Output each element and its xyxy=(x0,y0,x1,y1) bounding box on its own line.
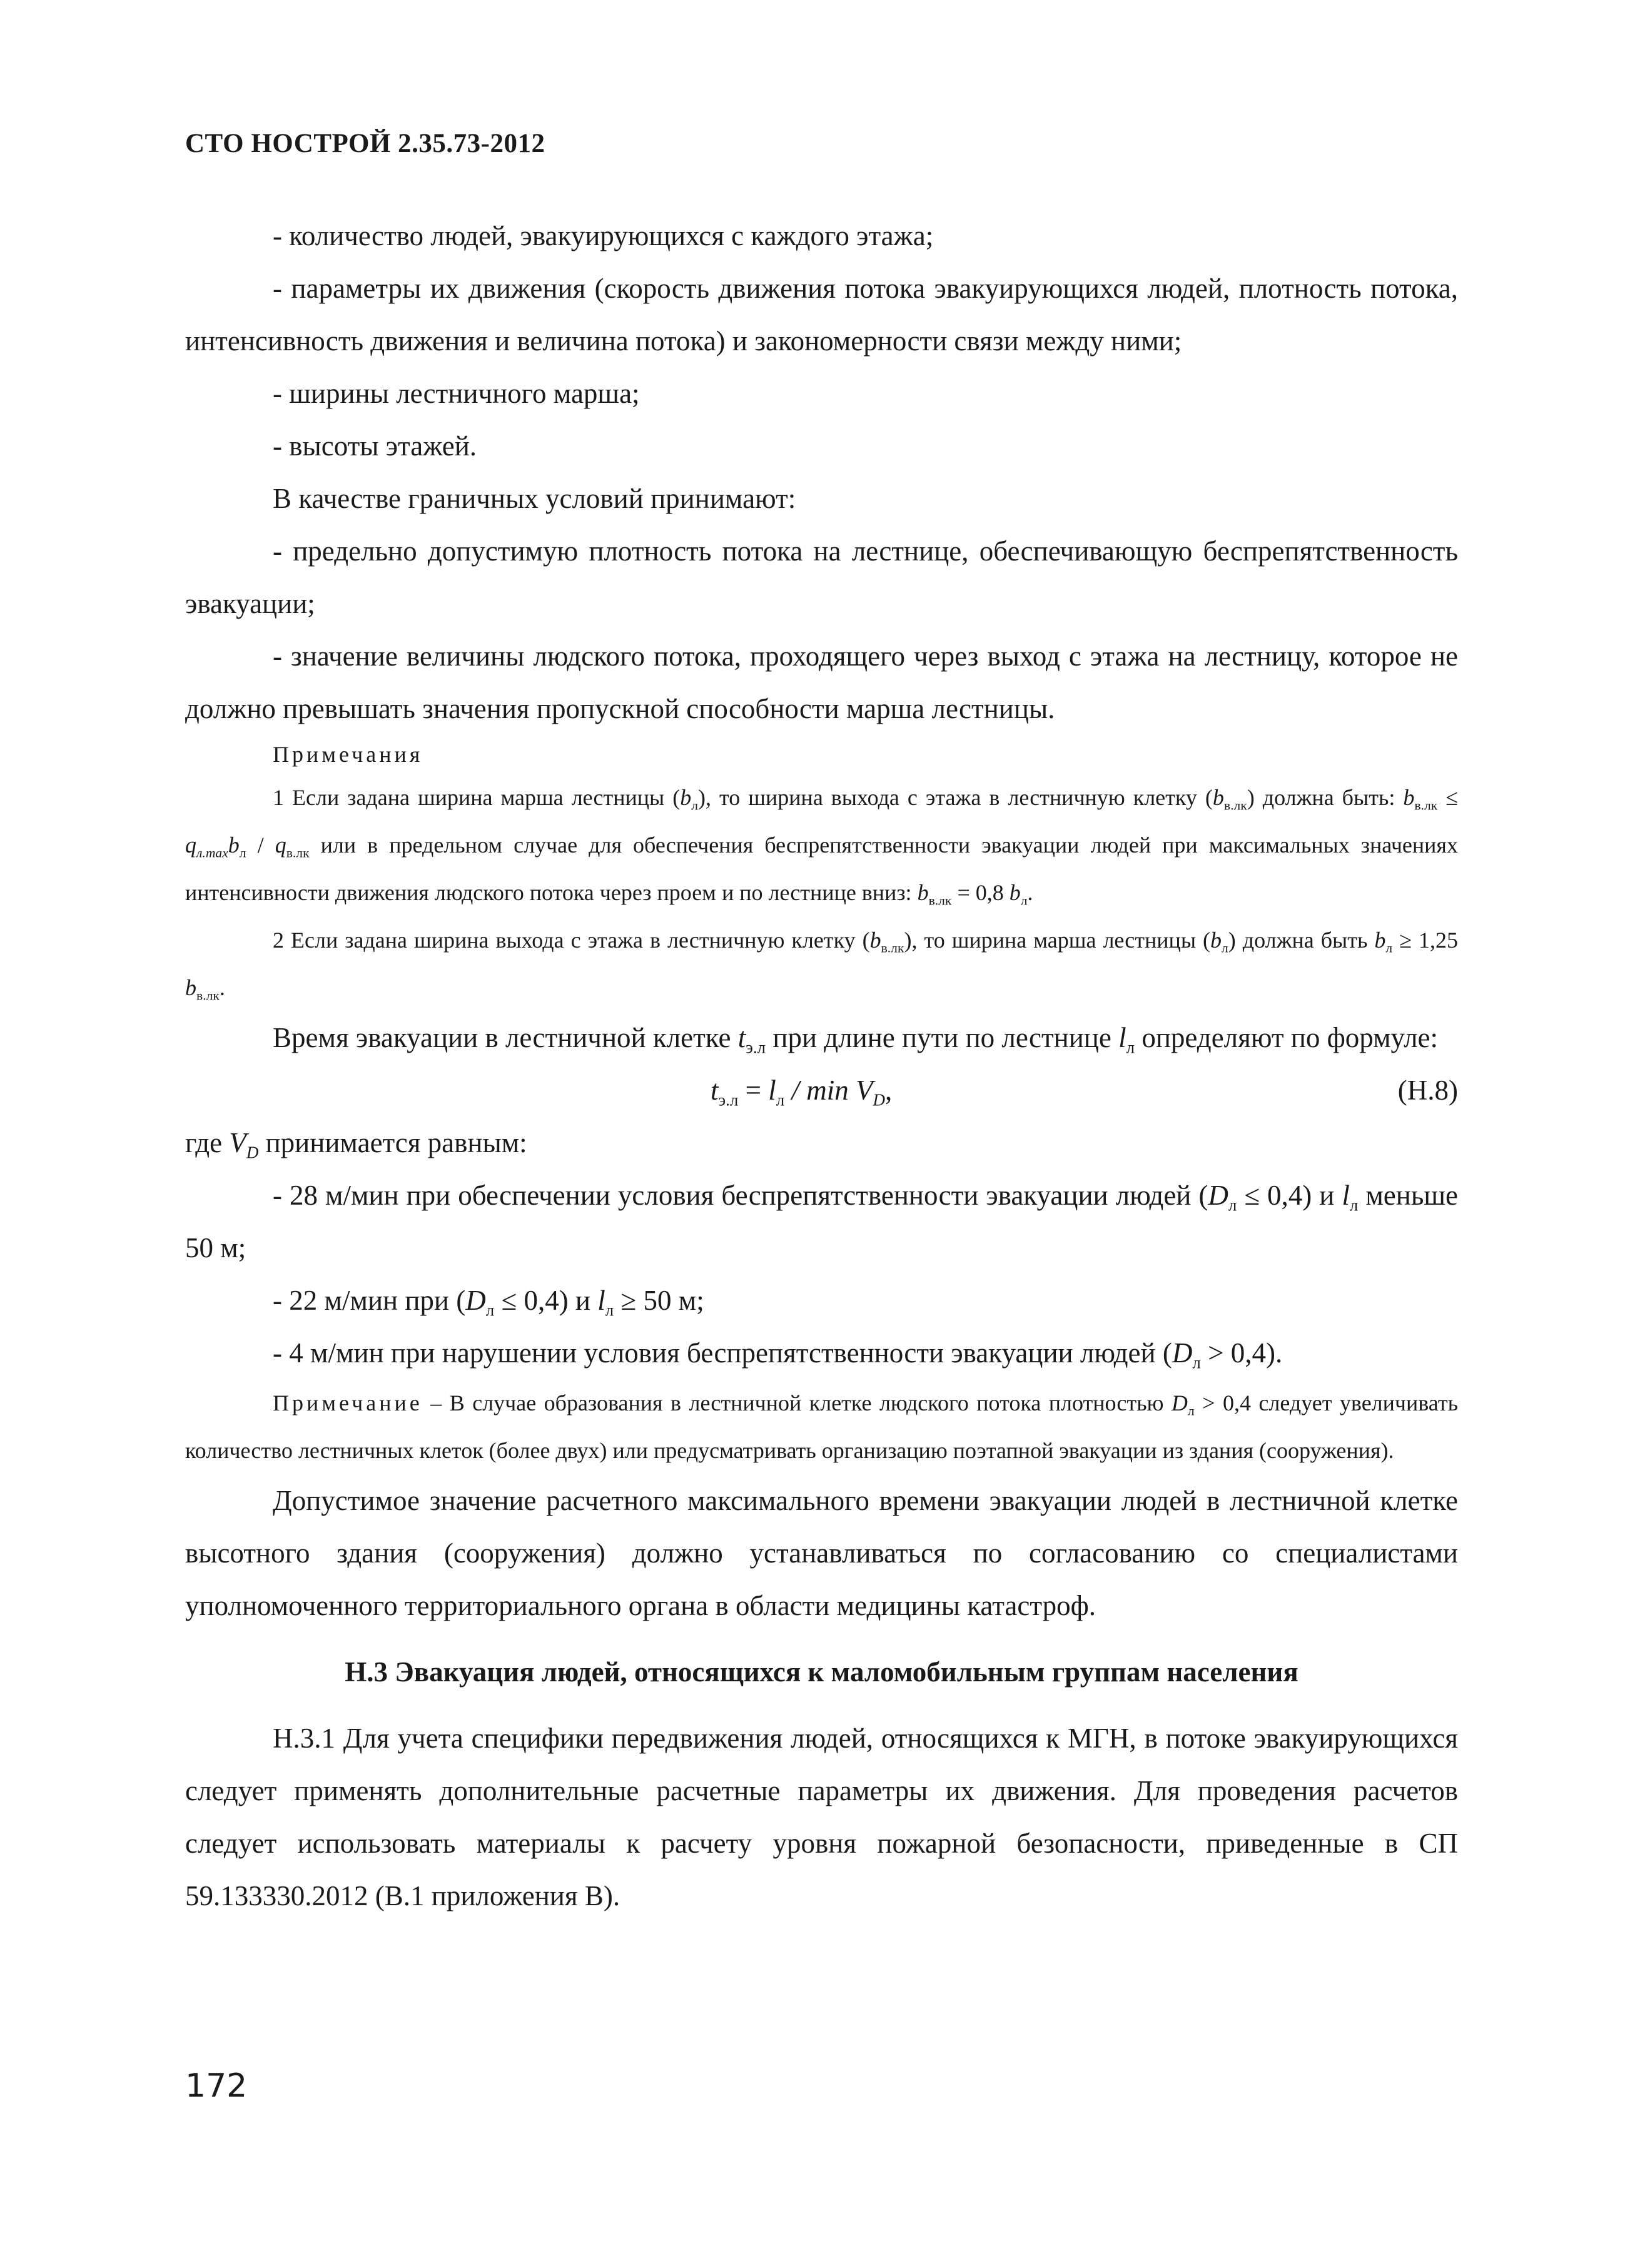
paragraph: - параметры их движения (скорость движения потока эвакуирующихся людей, плотность потока, интенсивность движения и величина потока) и закономерности связи между ними; xyxy=(185,273,1458,357)
formula-number: (Н.8) xyxy=(1397,1075,1458,1106)
note-2: 2 Если задана ширина выхода с этажа в лестничную клетку $(b_{в.лк})$, то ширина марша лестницы $(b_л)$ должна быть $b_л \ge 1,25$ $b_{в.лк}$. xyxy=(185,928,1458,1003)
formula: $t_{э.л} = l_л / \min V_D$, xyxy=(711,1075,893,1110)
paragraph: Н.3.1 Для учета специфики передвижения людей, относящихся к МГН, в потоке эвакуирующихся следует применять дополнительные расчетные параметры их движения. Для проведения расчетов следует использовать материалы к расчету уровня пожарной безопасности, приведенные в СП 59.133330.2012 (В.1 приложения В). xyxy=(185,1723,1458,1911)
formula-row xyxy=(185,1064,1458,1116)
note-1: 1 Если задана ширина марша лестницы $(b_л)$, то ширина выхода с этажа в лестничную клетку $(b_{в.лк})$ должна быть: $b_{в.лк} \le q_{л.max}b_л / q_{в.лк}$ или в предельном случае для обеспечения беспрепятственности эвакуации людей при максимальных значениях интенсивности движения людского потока через проем и по лестнице вниз: $b_{в.лк} = 0,8$ $b_л$. xyxy=(185,785,1459,908)
paragraph: - предельно допустимую плотность потока на лестнице, обеспечивающую беспрепятственность эвакуации; xyxy=(185,535,1458,619)
paragraph: - 4 м/мин при нарушении условия беспрепятственности эвакуации людей $(D_л > 0,4)$. xyxy=(273,1337,1283,1372)
paragraph: В качестве граничных условий принимают: xyxy=(273,483,796,514)
paragraph: Допустимое значение расчетного максимального времени эвакуации людей в лестничной клетке высотного здания (сооружения) должно устанавливаться по согласованию со специалистами уполномоченного территориального органа в области медицины катастроф. xyxy=(185,1485,1458,1621)
paragraph: - значение величины людского потока, проходящего через выход с этажа на лестницу, которое не должно превышать значения пропускной способности марша лестницы. xyxy=(185,640,1458,724)
page-number: 172 xyxy=(185,2067,248,2105)
section-title: Н.3 Эвакуация людей, относящихся к маломобильным группам населения xyxy=(345,1656,1298,1688)
paragraph: - количество людей, эвакуирующихся с каждого этажа; xyxy=(273,220,934,251)
document-body xyxy=(185,210,1458,1922)
paragraph: - высоты этажей. xyxy=(273,430,477,462)
paragraph: - 28 м/мин при обеспечении условия беспрепятственности эвакуации людей $(D_л \le 0,4)$ и $l_л$ меньше 50 м; xyxy=(185,1180,1458,1263)
document-header: СТО НОСТРОЙ 2.35.73-2012 xyxy=(185,129,545,158)
paragraph: Время эвакуации в лестничной клетке $t_{э.л}$ при длине пути по лестнице $l_л$ определяют по формуле: xyxy=(273,1022,1439,1057)
paragraph: где $V_D$ принимается равным: xyxy=(185,1127,527,1162)
paragraph: - ширины лестничного марша; xyxy=(273,378,640,409)
notes-heading: Примечания xyxy=(273,742,423,767)
paragraph: - 22 м/мин при $(D_л \le 0,4)$ и $l_л \ge 50$ м; xyxy=(273,1285,704,1320)
note-3: Примечание – В случае образования в лестничной клетке людского потока плотностью $D_л > 0,4$ следует увеличивать количество лестничных клеток (более двух) или предусматривать организацию поэтапной эвакуации из здания (сооружения). xyxy=(185,1390,1459,1463)
